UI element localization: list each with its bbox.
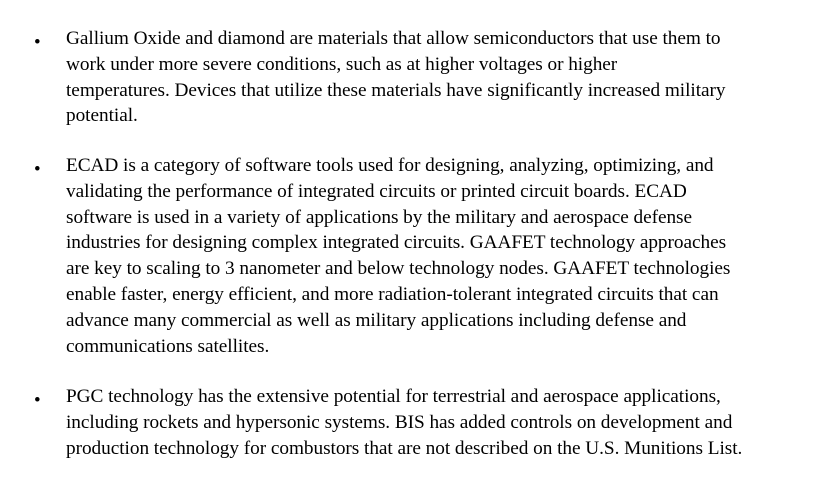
paragraph-line: Gallium Oxide and diamond are materials that allow semiconductors that use them to <box>66 28 721 49</box>
paragraph-line: communications satellites. <box>66 335 270 357</box>
bullet-paragraph <box>66 153 832 359</box>
paragraph-line: are key to scaling to 3 nanometer and below technology nodes. GAAFET technologies <box>66 258 731 280</box>
paragraph-line: including rockets and hypersonic systems. BIS has added controls on development and <box>66 411 733 433</box>
paragraph-line: industries for designing complex integrated circuits. GAAFET technology approaches <box>66 232 727 254</box>
paragraph-line: software is used in a variety of applications by the military and aerospace defense <box>66 206 693 228</box>
bullet-icon: • <box>34 159 41 180</box>
bullet-icon: • <box>34 32 41 53</box>
paragraph-line: advance many commercial as well as military applications including defense and <box>66 309 687 331</box>
paragraph-line: PGC technology has the extensive potential for terrestrial and aerospace applications, <box>66 386 721 407</box>
paragraph-line: work under more severe conditions, such as at higher voltages or higher <box>66 53 618 75</box>
paragraph-line: production technology for combustors that are not described on the U.S. Munitions List. <box>66 437 743 459</box>
paragraph-line: enable faster, energy efficient, and more radiation-tolerant integrated circuits that can <box>66 283 719 305</box>
bullet-paragraph <box>66 384 832 461</box>
bullet-paragraph <box>66 26 832 129</box>
paragraph-line: potential. <box>66 105 138 127</box>
bullet-icon: • <box>34 390 41 411</box>
paragraph-line: ECAD is a category of software tools used for designing, analyzing, optimizing, and <box>66 155 714 176</box>
paragraph-line: validating the performance of integrated circuits or printed circuit boards. ECAD <box>66 180 687 202</box>
paragraph-line: temperatures. Devices that utilize these materials have significantly increased military <box>66 79 726 101</box>
